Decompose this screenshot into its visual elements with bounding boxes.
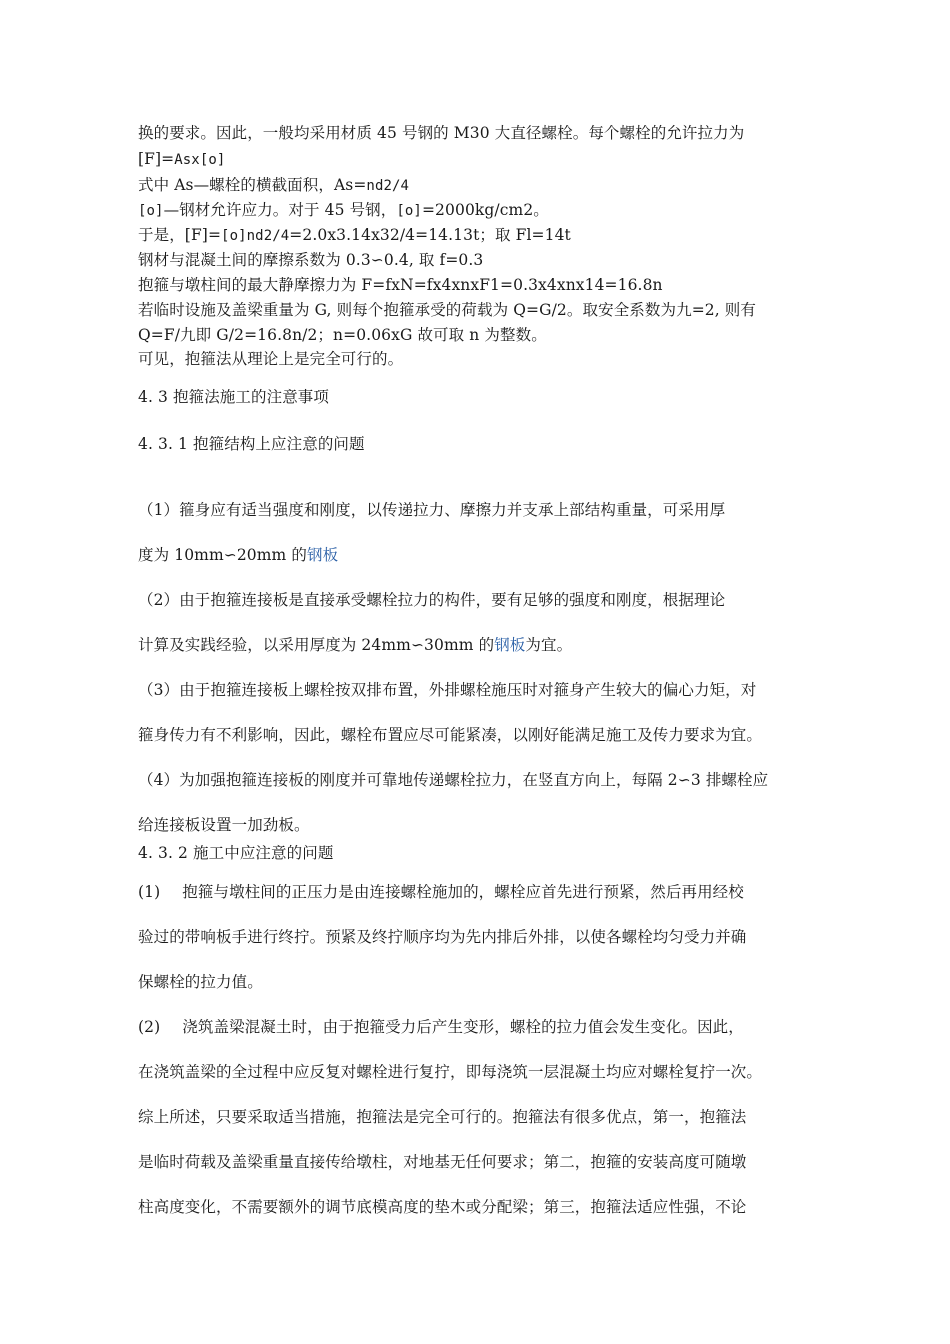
text: =2.0x3.14x32/4=14.13t；取 Fl=14t — [289, 226, 571, 244]
formula-line — [138, 225, 828, 246]
paragraph-line — [138, 500, 828, 520]
paragraph-line — [138, 680, 828, 700]
body-line — [138, 250, 828, 270]
section-heading — [138, 387, 828, 407]
text: （3）由于抱箍连接板上螺栓按双排布置，外排螺栓施压时对箍身产生较大的偏心力矩，对 — [138, 681, 757, 699]
text: 综上所述，只要采取适当措施，抱箍法是完全可行的。抱箍法有很多优点，第一，抱箍法 — [138, 1108, 747, 1126]
text: 为宜。 — [525, 636, 573, 654]
paragraph-line — [138, 1017, 828, 1037]
body-line — [138, 123, 828, 143]
subsection-heading — [138, 843, 828, 863]
heading-text: 4. 3 抱箍法施工的注意事项 — [138, 388, 330, 406]
paragraph-line — [138, 545, 828, 565]
formula-text: nd2/4 — [366, 178, 410, 194]
steel-plate-link[interactable]: 钢板 — [494, 636, 526, 654]
text: 钢材与混凝土间的摩擦系数为 0.3∽0.4, 取 f=0.3 — [138, 251, 484, 269]
text: Q=F/九即 G/2=16.8n/2；n=0.06xG 故可取 n 为整数。 — [138, 326, 547, 344]
text: —钢材允许应力。对于 45 号钢， — [163, 201, 397, 219]
heading-text: 4. 3. 2 施工中应注意的问题 — [138, 844, 334, 862]
text: 验过的带响板手进行终拧。预紧及终拧顺序均为先内排后外排，以使各螺栓均匀受力并确 — [138, 928, 747, 946]
text: 柱高度变化，不需要额外的调节底模高度的垫木或分配梁；第三，抱箍法适应性强，不论 — [138, 1198, 747, 1216]
text: [F]= — [138, 150, 175, 168]
item-number: (1) — [138, 883, 161, 901]
text: 换的要求。因此，一般均采用材质 45 号钢的 M30 大直径螺栓。每个螺栓的允许拉力为 — [138, 124, 745, 142]
paragraph-line — [138, 972, 828, 992]
paragraph-line — [138, 1152, 828, 1172]
body-line — [138, 349, 828, 369]
text: 浇筑盖梁混凝土时，由于抱箍受力后产生变形，螺栓的拉力值会发生变化。因此， — [182, 1018, 744, 1036]
formula-text: [o]nd2/4 — [221, 228, 290, 244]
steel-plate-link[interactable]: 钢板 — [306, 546, 339, 564]
text: 若临时设施及盖梁重量为 G, 则每个抱箍承受的荷载为 Q=G/2。取安全系数为九=2, 则有 — [138, 301, 757, 319]
paragraph-line — [138, 770, 828, 790]
item-number: (2) — [138, 1018, 161, 1036]
formula-line — [138, 200, 828, 221]
text: 箍身传力有不利影响，因此，螺栓布置应尽可能紧凑，以刚好能满足施工及传力要求为宜。 — [138, 726, 763, 744]
text: 于是，[F]= — [138, 226, 222, 244]
paragraph-line — [138, 590, 828, 610]
subsection-heading — [138, 434, 828, 454]
text: 可见，抱箍法从理论上是完全可行的。 — [138, 350, 404, 368]
formula-text: [o] — [138, 203, 164, 219]
text: 计算及实践经验，以采用厚度为 24mm∽30mm 的 — [138, 636, 495, 654]
text: =2000kg/cm2。 — [421, 201, 549, 219]
paragraph-line — [138, 1062, 828, 1082]
text: 是临时荷载及盖梁重量直接传给墩柱，对地基无任何要求；第二，抱箍的安装高度可随墩 — [138, 1153, 747, 1171]
body-line — [138, 325, 828, 345]
heading-text: 4. 3. 1 抱箍结构上应注意的问题 — [138, 435, 365, 453]
text: （4）为加强抱箍连接板的刚度并可靠地传递螺栓拉力，在竖直方向上，每隔 2∽3 排螺栓应 — [138, 771, 769, 789]
paragraph-line — [138, 882, 828, 902]
text: 保螺栓的拉力值。 — [138, 973, 263, 991]
paragraph-line — [138, 1107, 828, 1127]
paragraph-line — [138, 725, 828, 745]
text: 给连接板设置一加劲板。 — [138, 816, 310, 834]
body-line — [138, 300, 828, 320]
text: 在浇筑盖梁的全过程中应反复对螺栓进行复拧，即每浇筑一层混凝土均应对螺栓复拧一次。 — [138, 1063, 763, 1081]
text: （1）箍身应有适当强度和刚度，以传递拉力、摩擦力并支承上部结构重量，可采用厚 — [138, 501, 726, 519]
formula-line — [138, 175, 828, 196]
text: 抱箍与墩柱间的最大静摩擦力为 F=fxN=fx4xnxF1=0.3x4xnx14=16.8n — [138, 276, 663, 294]
formula-line — [138, 149, 828, 170]
paragraph-line — [138, 635, 828, 655]
text: 度为 10mm∽20mm 的 — [138, 546, 307, 564]
text: 抱箍与墩柱间的正压力是由连接螺栓施加的，螺栓应首先进行预紧，然后再用经校 — [182, 883, 744, 901]
formula-text: Asx[o] — [174, 152, 226, 168]
paragraph-line — [138, 1197, 828, 1217]
paragraph-line — [138, 815, 828, 835]
text: 式中 As—螺栓的横截面积，As= — [138, 176, 367, 194]
paragraph-line — [138, 927, 828, 947]
body-line — [138, 275, 828, 295]
formula-text: [o] — [396, 203, 422, 219]
text: （2）由于抱箍连接板是直接承受螺栓拉力的构件，要有足够的强度和刚度，根据理论 — [138, 591, 726, 609]
